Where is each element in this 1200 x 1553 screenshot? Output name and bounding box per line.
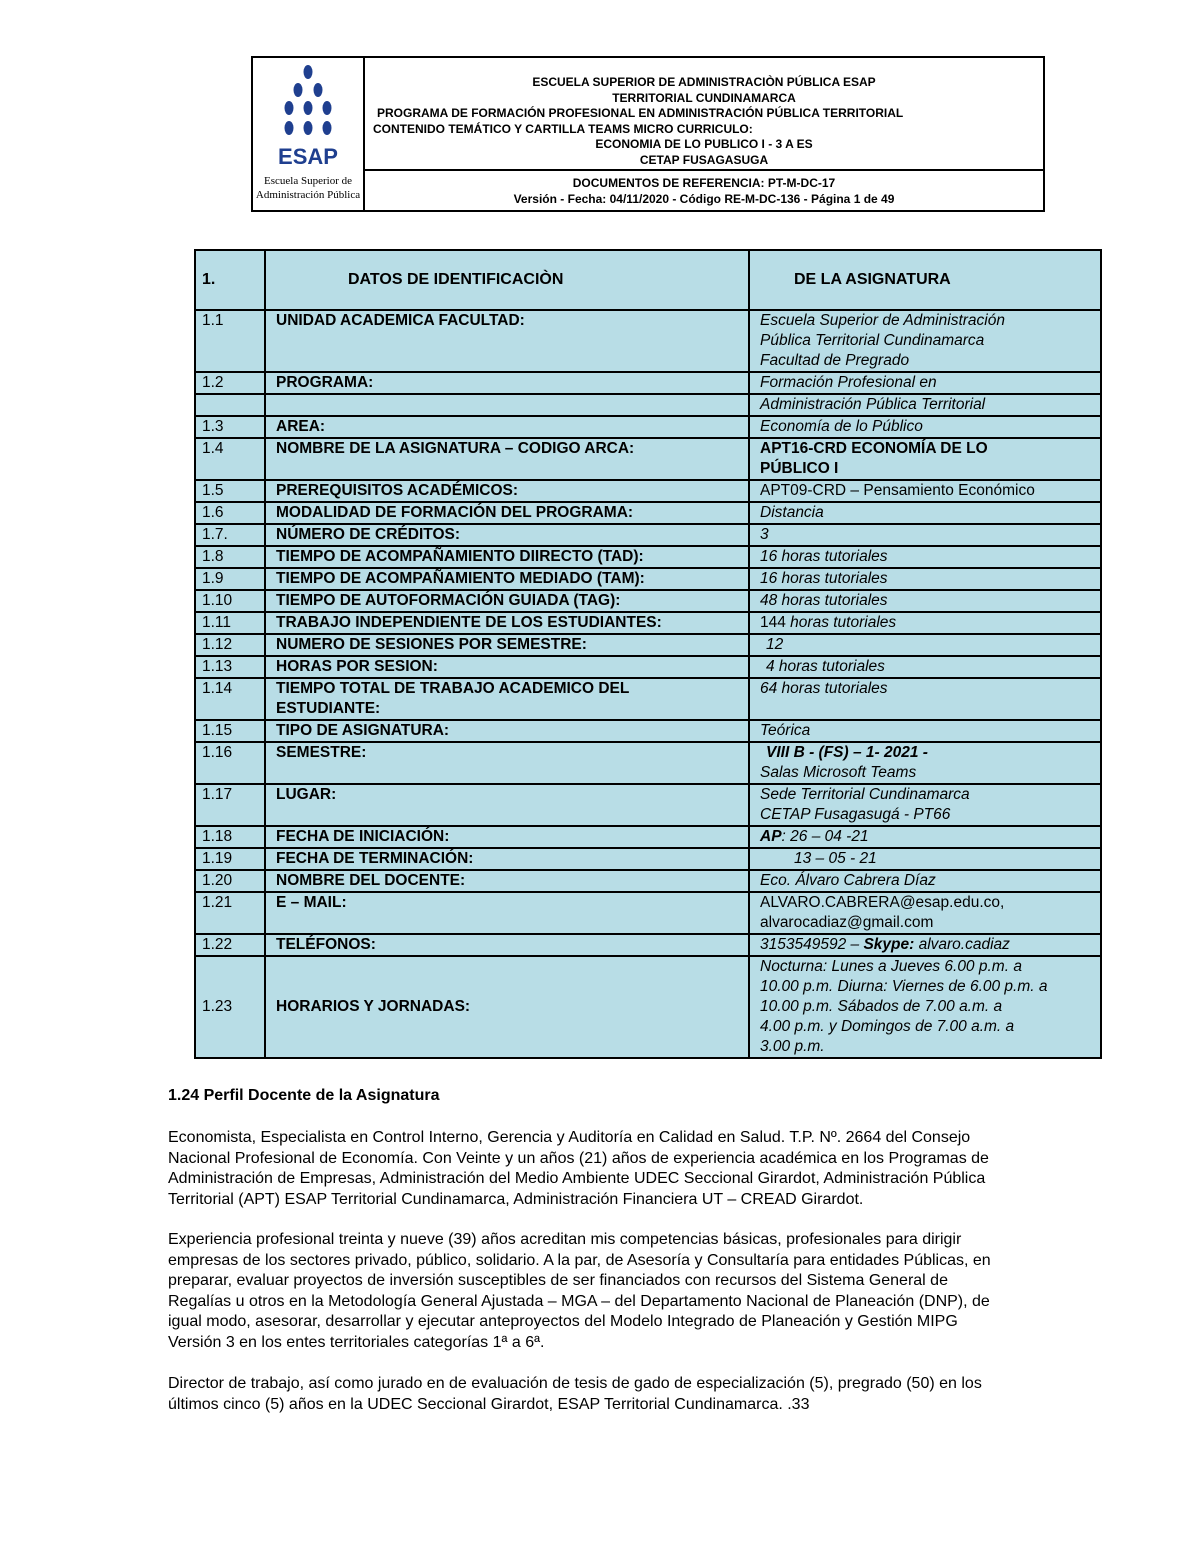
- esap-logo: [253, 58, 365, 210]
- row-value: 64 horas tutoriales: [749, 678, 1101, 720]
- header-col-1: DATOS DE IDENTIFICACIÒN: [265, 250, 749, 310]
- row-label: MODALIDAD DE FORMACIÓN DEL PROGRAMA:: [265, 502, 749, 524]
- row-value: VIII B - (FS) – 1- 2021 - Salas Microsoft Teams: [749, 742, 1101, 784]
- row-num: 1.4: [195, 438, 265, 480]
- table-row: [195, 784, 1101, 826]
- row-value: 3153549592 – Skype: alvaro.cadiaz: [749, 934, 1101, 956]
- row-num: 1.13: [195, 656, 265, 678]
- row-label: FECHA DE INICIACIÓN:: [265, 826, 749, 848]
- row-value: AP: 26 – 04 -21: [749, 826, 1101, 848]
- row-value: 16 horas tutoriales: [749, 546, 1101, 568]
- row-num: 1.21: [195, 892, 265, 934]
- header-line-2: TERRITORIAL CUNDINAMARCA: [612, 90, 796, 105]
- header-ref-2: Versión - Fecha: 04/11/2020 - Código RE-M-DC-136 - Página 1 de 49: [513, 192, 895, 206]
- row-value: Administración Pública Territorial: [749, 394, 1101, 416]
- header-line-6: CETAP FUSAGASUGA: [639, 152, 769, 167]
- table-row: [195, 826, 1101, 848]
- header-ref-1: DOCUMENTOS DE REFERENCIA: PT-M-DC-17: [572, 176, 836, 190]
- row-num: 1.1: [195, 310, 265, 372]
- esap-logo-icon: [268, 64, 348, 174]
- row-value: 3: [749, 524, 1101, 546]
- row-num: 1.14: [195, 678, 265, 720]
- row-value: ALVARO.CABRERA@esap.edu.co, alvarocadiaz@gmail.com: [749, 892, 1101, 934]
- table-row: [195, 524, 1101, 546]
- paragraph-1: Economista, Especialista en Control Interno, Gerencia y Auditoría en Calidad en Salud. T.P. Nº. 2664 del Consejo Nacional Profesional de Economía. Con Veinte y un años (21) años de experiencia académica en los Programas de Administración de Empresas, Administración del Medio Ambiente UDEC Seccional Girardot, Administración Pública Territorial (APT) ESAP Territorial Cundinamarca, Administración Financiera UT – CREAD Girardot.: [168, 1129, 989, 1208]
- row-value: Distancia: [749, 502, 1101, 524]
- row-value: APT09-CRD – Pensamiento Económico: [749, 480, 1101, 502]
- row-num: 1.19: [195, 848, 265, 870]
- table-row: [195, 634, 1101, 656]
- table-row: [195, 678, 1101, 720]
- row-label: TIEMPO DE AUTOFORMACIÓN GUIADA (TAG):: [265, 590, 749, 612]
- table-row: [195, 590, 1101, 612]
- header-line-4: CONTENIDO TEMÁTICO Y CARTILLA TEAMS MICRO CURRICULO:: [373, 121, 753, 136]
- row-value: 144 horas tutoriales: [749, 612, 1101, 634]
- table-row: [195, 956, 1101, 1058]
- row-label: AREA:: [265, 416, 749, 438]
- row-label: LUGAR:: [265, 784, 749, 826]
- table-row: [195, 892, 1101, 934]
- row-num: 1.7.: [195, 524, 265, 546]
- row-num: 1.9: [195, 568, 265, 590]
- logo-wordmark: ESAP: [278, 144, 338, 169]
- paragraph-2: Experiencia profesional treinta y nueve (39) años acreditan mis competencias básicas, profesionales para dirigir empresas de los sectores privado, público, solidario. A la par, de Asesoría y Consultaría para entidades Públicas, en preparar, evaluar proyectos de inversión susceptibles de ser financiados con recursos del Sistema General de Regalías u otros en la Metodología General Ajustada – MGA – del Departamento Nacional de Planeación (DNP), de igual modo, asesorar, desarrollar y ejecutar anteproyectos del Modelo Integrado de Planeación y Gestión MIPG Versión 3 en los entes territoriales categorías 1ª a 6ª.: [168, 1231, 991, 1351]
- row-num: 1.5: [195, 480, 265, 502]
- row-num: 1.17: [195, 784, 265, 826]
- row-label: NOMBRE DE LA ASIGNATURA – CODIGO ARCA:: [265, 438, 749, 480]
- paragraph-3: Director de trabajo, así como jurado en de evaluación de tesis de gado de especialización (5), pregrado (50) en los últimos cinco (5) años en la UDEC Seccional Girardot, ESAP Territorial Cundinamarca. .33: [168, 1375, 982, 1413]
- header-reference-block: [365, 171, 1043, 210]
- row-value: Teórica: [749, 720, 1101, 742]
- row-num: 1.6: [195, 502, 265, 524]
- row-num: 1.15: [195, 720, 265, 742]
- table-row: [195, 372, 1101, 394]
- row-num: 1.23: [195, 956, 265, 1058]
- header-line-5: ECONOMIA DE LO PUBLICO I - 3 A ES: [595, 137, 813, 151]
- section-title: 1.24 Perfil Docente de la Asignatura: [168, 1087, 440, 1104]
- row-value: Nocturna: Lunes a Jueves 6.00 p.m. a 10.00 p.m. Diurna: Viernes de 6.00 p.m. a 10.00 p.m. Sábados de 7.00 a.m. a 4.00 p.m. y Domingos de 7.00 a.m. a 3.00 p.m.: [749, 956, 1101, 1058]
- row-label: PROGRAMA:: [265, 372, 749, 394]
- row-label: NOMBRE DEL DOCENTE:: [265, 870, 749, 892]
- row-value: 12: [749, 634, 1101, 656]
- row-label: PREREQUISITOS ACADÉMICOS:: [265, 480, 749, 502]
- table-row: [195, 656, 1101, 678]
- document-header: [251, 56, 1045, 212]
- row-value: 13 – 05 - 21: [749, 848, 1101, 870]
- row-value: Formación Profesional en: [749, 372, 1101, 394]
- row-num: 1.2: [195, 372, 265, 394]
- header-line-1: ESCUELA SUPERIOR DE ADMINISTRACIÒN PÚBLICA ESAP: [532, 75, 876, 89]
- row-label: NUMERO DE SESIONES POR SEMESTRE:: [265, 634, 749, 656]
- row-num: 1.8: [195, 546, 265, 568]
- row-value: 4 horas tutoriales: [749, 656, 1101, 678]
- row-label: TRABAJO INDEPENDIENTE DE LOS ESTUDIANTES:: [265, 612, 749, 634]
- row-value: 16 horas tutoriales: [749, 568, 1101, 590]
- row-value: Escuela Superior de Administración Pública Territorial Cundinamarca Facultad de Pregrado: [749, 310, 1101, 372]
- table-row: [195, 394, 1101, 416]
- row-num: 1.12: [195, 634, 265, 656]
- table-row: [195, 416, 1101, 438]
- table-row: [195, 934, 1101, 956]
- row-num: 1.3: [195, 416, 265, 438]
- row-num: 1.20: [195, 870, 265, 892]
- row-num: 1.18: [195, 826, 265, 848]
- row-value: Economía de lo Público: [749, 416, 1101, 438]
- table-row: [195, 612, 1101, 634]
- row-num: 1.10: [195, 590, 265, 612]
- row-value: APT16-CRD ECONOMÍA DE LO PÚBLICO I: [749, 438, 1101, 480]
- header-col-2: DE LA ASIGNATURA: [749, 250, 1101, 310]
- table-row: [195, 568, 1101, 590]
- table-row: [195, 502, 1101, 524]
- row-num: 1.11: [195, 612, 265, 634]
- row-label: TIEMPO DE ACOMPAÑAMIENTO MEDIADO (TAM):: [265, 568, 749, 590]
- table-row: [195, 438, 1101, 480]
- row-value: 48 horas tutoriales: [749, 590, 1101, 612]
- logo-caption-2: Administración Pública: [255, 189, 361, 201]
- header-line-3: PROGRAMA DE FORMACIÓN PROFESIONAL EN ADMINISTRACIÓN PÚBLICA TERRITORIAL: [377, 106, 904, 120]
- row-label: HORARIOS Y JORNADAS:: [265, 956, 749, 1058]
- row-value: Eco. Álvaro Cabrera Díaz: [749, 870, 1101, 892]
- row-label: TIPO DE ASIGNATURA:: [265, 720, 749, 742]
- table-row: [195, 546, 1101, 568]
- row-label: UNIDAD ACADEMICA FACULTAD:: [265, 310, 749, 372]
- row-num: 1.16: [195, 742, 265, 784]
- table-row: [195, 742, 1101, 784]
- table-header-row: [195, 250, 1101, 310]
- table-row: [195, 848, 1101, 870]
- header-num: 1.: [195, 250, 265, 310]
- row-label: TELÉFONOS:: [265, 934, 749, 956]
- row-label: TIEMPO TOTAL DE TRABAJO ACADEMICO DEL ESTUDIANTE:: [265, 678, 749, 720]
- table-row: [195, 480, 1101, 502]
- row-value: Sede Territorial Cundinamarca CETAP Fusagasugá - PT66: [749, 784, 1101, 826]
- logo-caption-1: Escuela Superior de: [264, 175, 352, 187]
- row-label: FECHA DE TERMINACIÓN:: [265, 848, 749, 870]
- row-label: TIEMPO DE ACOMPAÑAMIENTO DIIRECTO (TAD):: [265, 546, 749, 568]
- header-title-block: [365, 58, 1043, 171]
- row-label: E – MAIL:: [265, 892, 749, 934]
- row-label: NÚMERO DE CRÉDITOS:: [265, 524, 749, 546]
- row-num: 1.22: [195, 934, 265, 956]
- table-row: [195, 870, 1101, 892]
- identification-table: [194, 249, 1102, 1059]
- table-row: [195, 310, 1101, 372]
- table-row: [195, 720, 1101, 742]
- row-label: HORAS POR SESION:: [265, 656, 749, 678]
- row-label: SEMESTRE:: [265, 742, 749, 784]
